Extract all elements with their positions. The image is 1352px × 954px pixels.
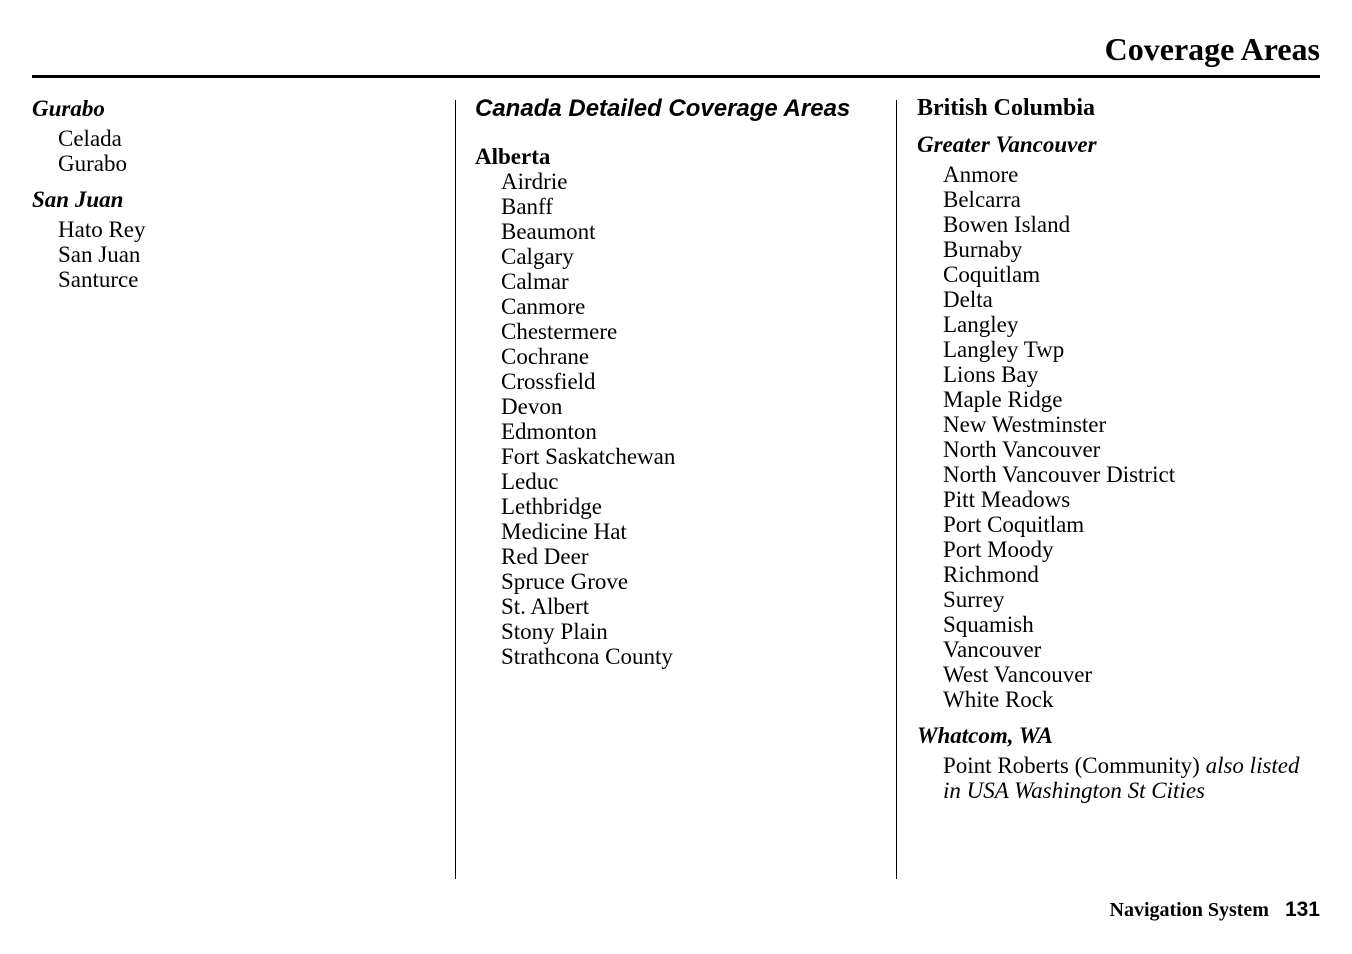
list-item: New Westminster — [943, 412, 1107, 437]
list-item: Richmond — [943, 562, 1039, 587]
list-item: Fort Saskatchewan — [501, 444, 676, 469]
list-item: San Juan — [58, 242, 141, 267]
list-item: Coquitlam — [943, 262, 1041, 287]
list-item: Delta — [943, 287, 993, 312]
title-rule — [32, 75, 1320, 78]
list-item: Stony Plain — [501, 619, 608, 644]
list-item: Hato Rey — [58, 217, 146, 242]
list-item: Medicine Hat — [501, 519, 627, 544]
list-item: Lethbridge — [501, 494, 602, 519]
list-item: Celada — [58, 126, 122, 151]
list-item-text: Point Roberts (Community) — [943, 753, 1200, 778]
cross-reference-note: also listed in USA Washington St Cities — [943, 753, 1300, 803]
page-number: 131 — [1284, 898, 1320, 921]
list-item: Airdrie — [501, 169, 568, 194]
list-item: West Vancouver — [943, 662, 1093, 687]
column-middle — [475, 96, 880, 669]
list-item: Red Deer — [501, 544, 589, 569]
column-divider-right — [896, 100, 897, 879]
list-item: Surrey — [943, 587, 1005, 612]
list-item: Calgary — [501, 244, 574, 269]
city-list-alberta — [475, 169, 880, 669]
page-title: Coverage Areas — [1104, 31, 1320, 67]
list-item: Gurabo — [58, 151, 127, 176]
region-heading-gurabo: Gurabo — [32, 96, 105, 121]
footer-label: Navigation System — [1109, 899, 1269, 921]
region-heading-greater-vancouver: Greater Vancouver — [917, 132, 1097, 157]
column-divider-left — [455, 100, 456, 879]
list-item: White Rock — [943, 687, 1054, 712]
list-item: St. Albert — [501, 594, 590, 619]
list-item: North Vancouver District — [943, 462, 1176, 487]
list-item: Maple Ridge — [943, 387, 1063, 412]
list-item: Vancouver — [943, 637, 1042, 662]
list-item: Pitt Meadows — [943, 487, 1071, 512]
list-item: Beaumont — [501, 219, 596, 244]
list-item: Crossfield — [501, 369, 596, 394]
list-item: Santurce — [58, 267, 139, 292]
list-item: Spruce Grove — [501, 569, 629, 594]
column-left — [32, 96, 437, 292]
list-item: Cochrane — [501, 344, 590, 369]
region-heading-san-juan: San Juan — [32, 187, 124, 212]
province-heading-british-columbia: British Columbia — [917, 95, 1096, 121]
list-item: Banff — [501, 194, 553, 219]
section-heading: Canada Detailed Coverage Areas — [475, 95, 851, 122]
list-item: Edmonton — [501, 419, 597, 444]
list-item: Squamish — [943, 612, 1034, 637]
province-heading-alberta: Alberta — [475, 144, 551, 169]
list-item: Bowen Island — [943, 212, 1071, 237]
list-item: Langley — [943, 312, 1019, 337]
list-item: Strathcona County — [501, 644, 673, 669]
list-item: Lions Bay — [943, 362, 1039, 387]
column-right — [917, 96, 1322, 803]
list-item-with-note — [943, 753, 1322, 803]
list-item: Port Coquitlam — [943, 512, 1085, 537]
city-list-gurabo — [32, 126, 437, 176]
list-item: North Vancouver — [943, 437, 1101, 462]
list-item: Langley Twp — [943, 337, 1065, 362]
city-list-san-juan — [32, 217, 437, 292]
list-item: Burnaby — [943, 237, 1023, 262]
page-footer — [1110, 898, 1321, 922]
list-item: Canmore — [501, 294, 586, 319]
list-item: Devon — [501, 394, 563, 419]
city-list-greater-vancouver — [917, 162, 1322, 712]
list-item: Chestermere — [501, 319, 618, 344]
list-item: Calmar — [501, 269, 569, 294]
list-item: Leduc — [501, 469, 559, 494]
city-list-whatcom-wa — [917, 753, 1322, 803]
list-item: Port Moody — [943, 537, 1054, 562]
list-item: Anmore — [943, 162, 1019, 187]
list-item: Belcarra — [943, 187, 1021, 212]
region-heading-whatcom-wa: Whatcom, WA — [917, 723, 1053, 748]
